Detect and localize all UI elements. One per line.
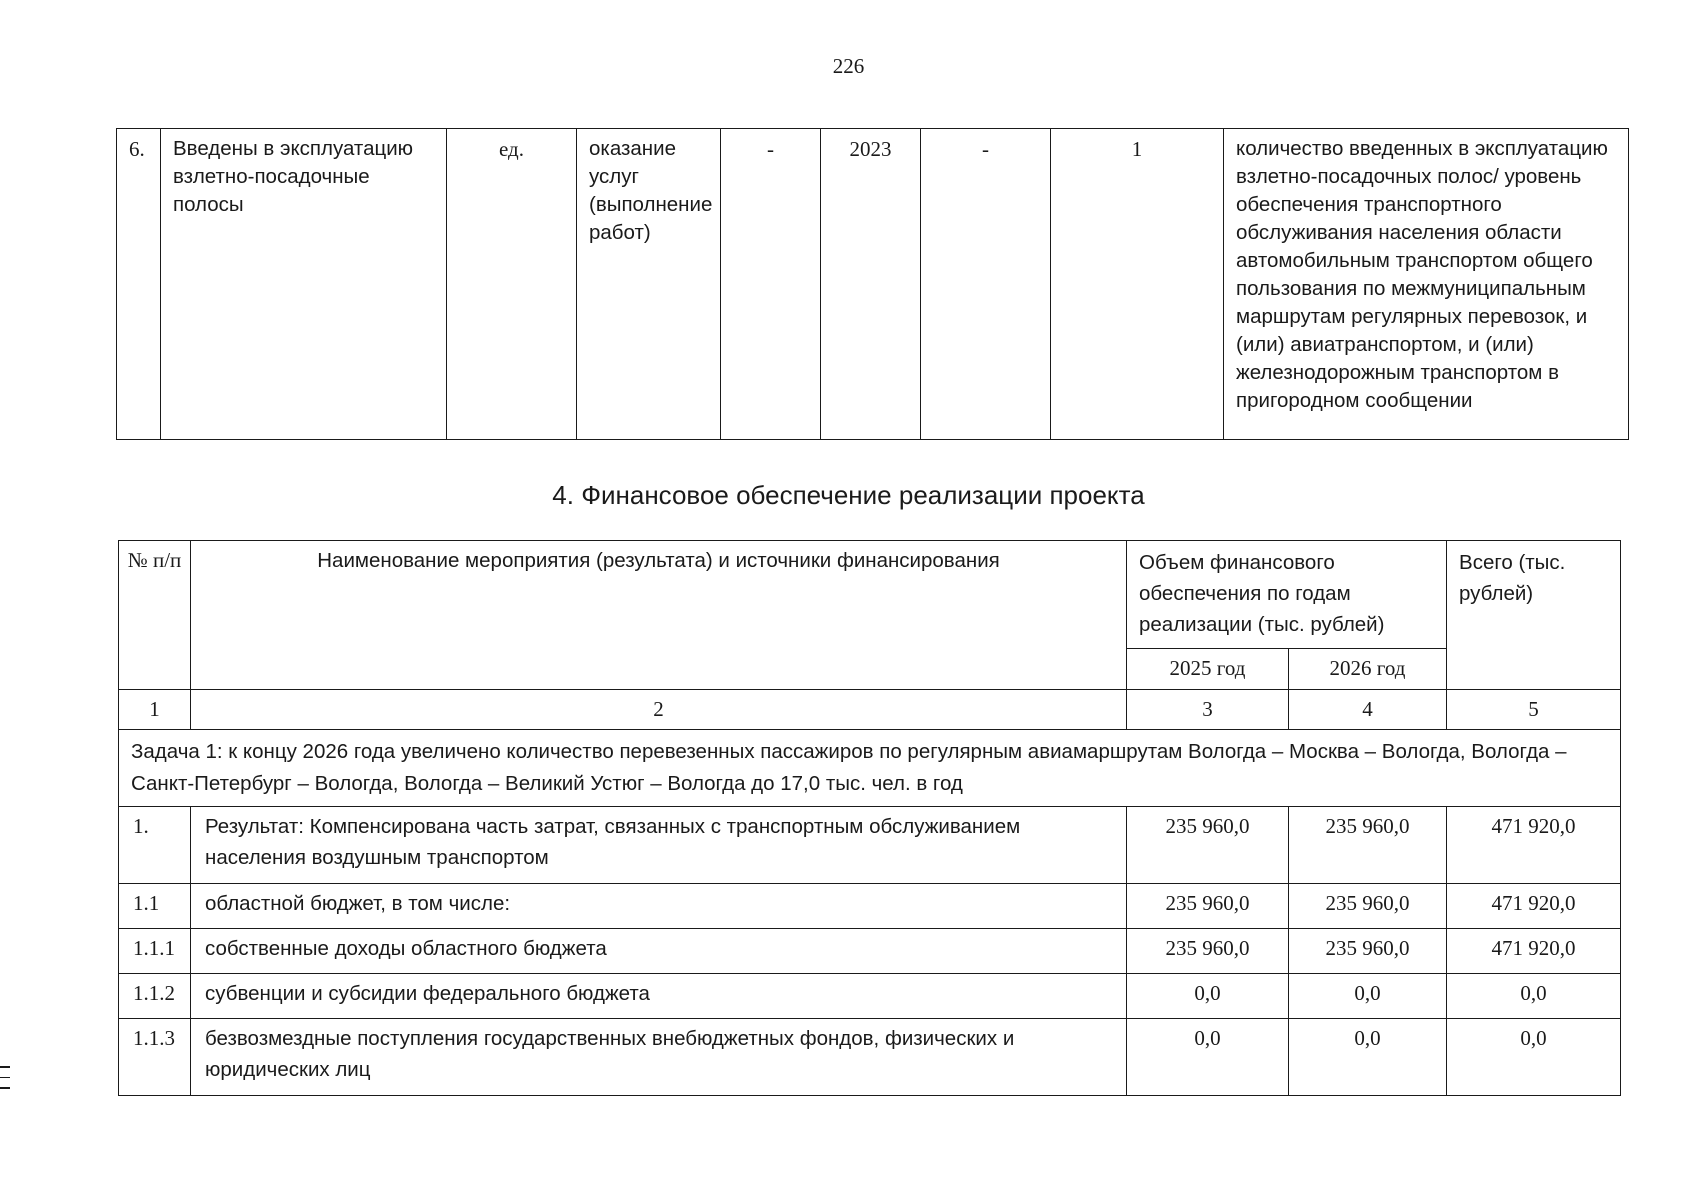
indicator-value-2026: 1	[1051, 129, 1224, 440]
row-number: 1.1.2	[119, 974, 191, 1019]
table-row	[119, 884, 1621, 929]
row-total: 471 920,0	[1447, 884, 1621, 929]
finance-table	[118, 540, 1621, 1096]
indicator-unit: ед.	[447, 129, 577, 440]
page-number: 226	[832, 54, 865, 78]
indicator-link: количество введенных в эксплуатацию взлетно-посадочных полос/ уровень обеспечения транспортного обслуживания населения области автомобильным транспортом общего пользования по межмуниципальным маршрутам регулярных перевозок, и (или) авиатранспортом, и (или) железнодорожным транспортом в пригородном сообщении	[1224, 129, 1629, 440]
header-num: № п/п	[119, 541, 191, 690]
column-numbers-row	[119, 690, 1621, 730]
indicator-value-2025: -	[921, 129, 1051, 440]
row-number: 1.	[119, 807, 191, 884]
indicator-table	[116, 128, 1629, 440]
row-value-2025: 235 960,0	[1127, 884, 1289, 929]
indicator-number: 6.	[117, 129, 161, 440]
row-value-2025: 0,0	[1127, 1019, 1289, 1096]
table-row	[119, 807, 1621, 884]
indicator-row	[117, 129, 1629, 440]
indicator-base-year: 2023	[821, 129, 921, 440]
row-name: областной бюджет, в том числе:	[191, 884, 1127, 929]
col-number: 3	[1127, 690, 1289, 730]
row-value-2025: 235 960,0	[1127, 807, 1289, 884]
row-number: 1.1.3	[119, 1019, 191, 1096]
margin-mark	[0, 1066, 10, 1098]
indicator-type: оказание услуг (выполнение работ)	[577, 129, 721, 440]
row-value-2026: 235 960,0	[1289, 929, 1447, 974]
header-volume: Объем финансового обеспечения по годам реализации (тыс. рублей)	[1127, 541, 1447, 649]
col-number: 1	[119, 690, 191, 730]
row-value-2025: 0,0	[1127, 974, 1289, 1019]
col-number: 4	[1289, 690, 1447, 730]
row-value-2025: 235 960,0	[1127, 929, 1289, 974]
section-title: 4. Финансовое обеспечение реализации проекта	[552, 480, 1145, 510]
row-name: Результат: Компенсирована часть затрат, связанных с транспортным обслуживанием населения воздушным транспортом	[191, 807, 1127, 884]
table-row	[119, 1019, 1621, 1096]
header-row	[119, 541, 1621, 649]
row-total: 0,0	[1447, 974, 1621, 1019]
indicator-name: Введены в эксплуатацию взлетно-посадочные полосы	[161, 129, 447, 440]
header-year-2026: 2026 год	[1289, 649, 1447, 690]
task-row	[119, 730, 1621, 807]
row-name: собственные доходы областного бюджета	[191, 929, 1127, 974]
task-text: Задача 1: к концу 2026 года увеличено количество перевезенных пассажиров по регулярным авиамаршрутам Вологда – Москва – Вологда, Вологда – Санкт-Петербург – Вологда, Вологда – Великий Устюг – Вологда до 17,0 тыс. чел. в год	[119, 730, 1621, 807]
row-value-2026: 235 960,0	[1289, 807, 1447, 884]
row-total: 471 920,0	[1447, 807, 1621, 884]
row-value-2026: 235 960,0	[1289, 884, 1447, 929]
col-number: 2	[191, 690, 1127, 730]
row-total: 471 920,0	[1447, 929, 1621, 974]
header-total: Всего (тыс. рублей)	[1447, 541, 1621, 690]
indicator-base-value: -	[721, 129, 821, 440]
row-value-2026: 0,0	[1289, 974, 1447, 1019]
row-name: субвенции и субсидии федерального бюджета	[191, 974, 1127, 1019]
row-value-2026: 0,0	[1289, 1019, 1447, 1096]
row-number: 1.1	[119, 884, 191, 929]
row-name: безвозмездные поступления государственных внебюджетных фондов, физических и юридических лиц	[191, 1019, 1127, 1096]
row-number: 1.1.1	[119, 929, 191, 974]
table-row	[119, 929, 1621, 974]
header-name: Наименование мероприятия (результата) и источники финансирования	[191, 541, 1127, 690]
header-year-2025: 2025 год	[1127, 649, 1289, 690]
col-number: 5	[1447, 690, 1621, 730]
table-row	[119, 974, 1621, 1019]
row-total: 0,0	[1447, 1019, 1621, 1096]
